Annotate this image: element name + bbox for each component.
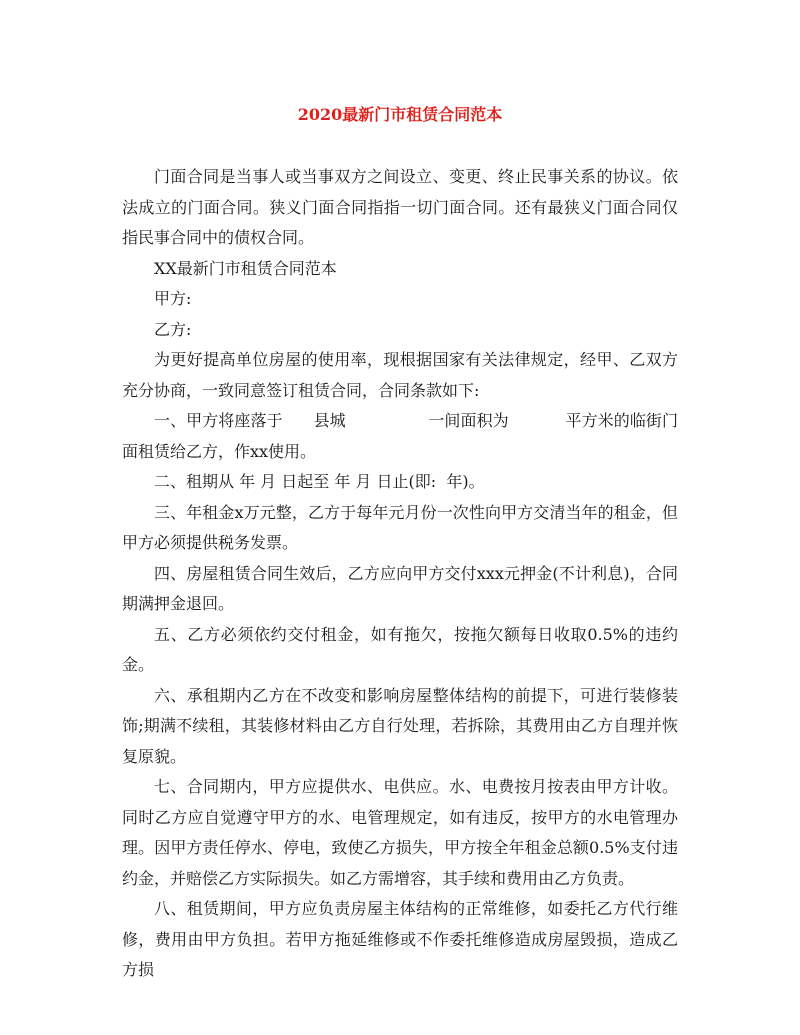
paragraph-subtitle: XX最新门市租赁合同范本 <box>154 258 337 278</box>
document-body <box>122 162 678 986</box>
paragraph-party-b: 乙方: <box>154 319 192 339</box>
clause-1: 一、甲方将座落于 县城 一间面积为 平方米的临街门面租赁给乙方，作xx使用。 <box>122 411 678 461</box>
clause-6: 六、承租期内乙方在不改变和影响房屋整体结构的前提下，可进行装修装饰;期满不续租，其装修材料由乙方自行处理，若拆除，其费用由乙方自理并恢复原貌。 <box>122 685 678 766</box>
document-title: 2020最新门市租赁合同范本 <box>297 105 503 124</box>
clause-4: 四、房屋租赁合同生效后，乙方应向甲方交付xxx元押金(不计利息)，合同期满押金退回。 <box>122 563 678 613</box>
paragraph-intro: 门面合同是当事人或当事双方之间设立、变更、终止民事关系的协议。依法成立的门面合同。狭义门面合同指指一切门面合同。还有最狭义门面合同仅指民事合同中的债权合同。 <box>122 167 678 247</box>
clause-7: 七、合同期内，甲方应提供水、电供应。水、电费按月按表由甲方计收。同时乙方应自觉遵守甲方的水、电管理规定，如有违反，按甲方的水电管理办理。因甲方责任停水、停电，致使乙方损失，甲方按全年租金总额0.5%支付违约金，并赔偿乙方实际损失。如乙方需增容，其手续和费用由乙方负责。 <box>122 777 678 888</box>
clause-5: 五、乙方必须依约交付租金，如有拖欠，按拖欠额每日收取0.5%的违约金。 <box>122 624 678 674</box>
clause-2: 二、租期从 年 月 日起至 年 月 日止(即: 年)。 <box>154 472 485 491</box>
paragraph-party-a: 甲方: <box>154 289 192 308</box>
clause-8: 八、租赁期间，甲方应负责房屋主体结构的正常维修，如委托乙方代行维修，费用由甲方负担。若甲方拖延维修或不作委托维修造成房屋毁损，造成乙方损 <box>122 899 678 979</box>
paragraph-preamble: 为更好提高单位房屋的使用率，现根据国家有关法律规定，经甲、乙双方充分协商，一致同意签订租赁合同，合同条款如下: <box>122 350 678 400</box>
clause-3: 三、年租金x万元整，乙方于每年元月份一次性向甲方交清当年的租金，但甲方必须提供税务发票。 <box>122 502 678 552</box>
